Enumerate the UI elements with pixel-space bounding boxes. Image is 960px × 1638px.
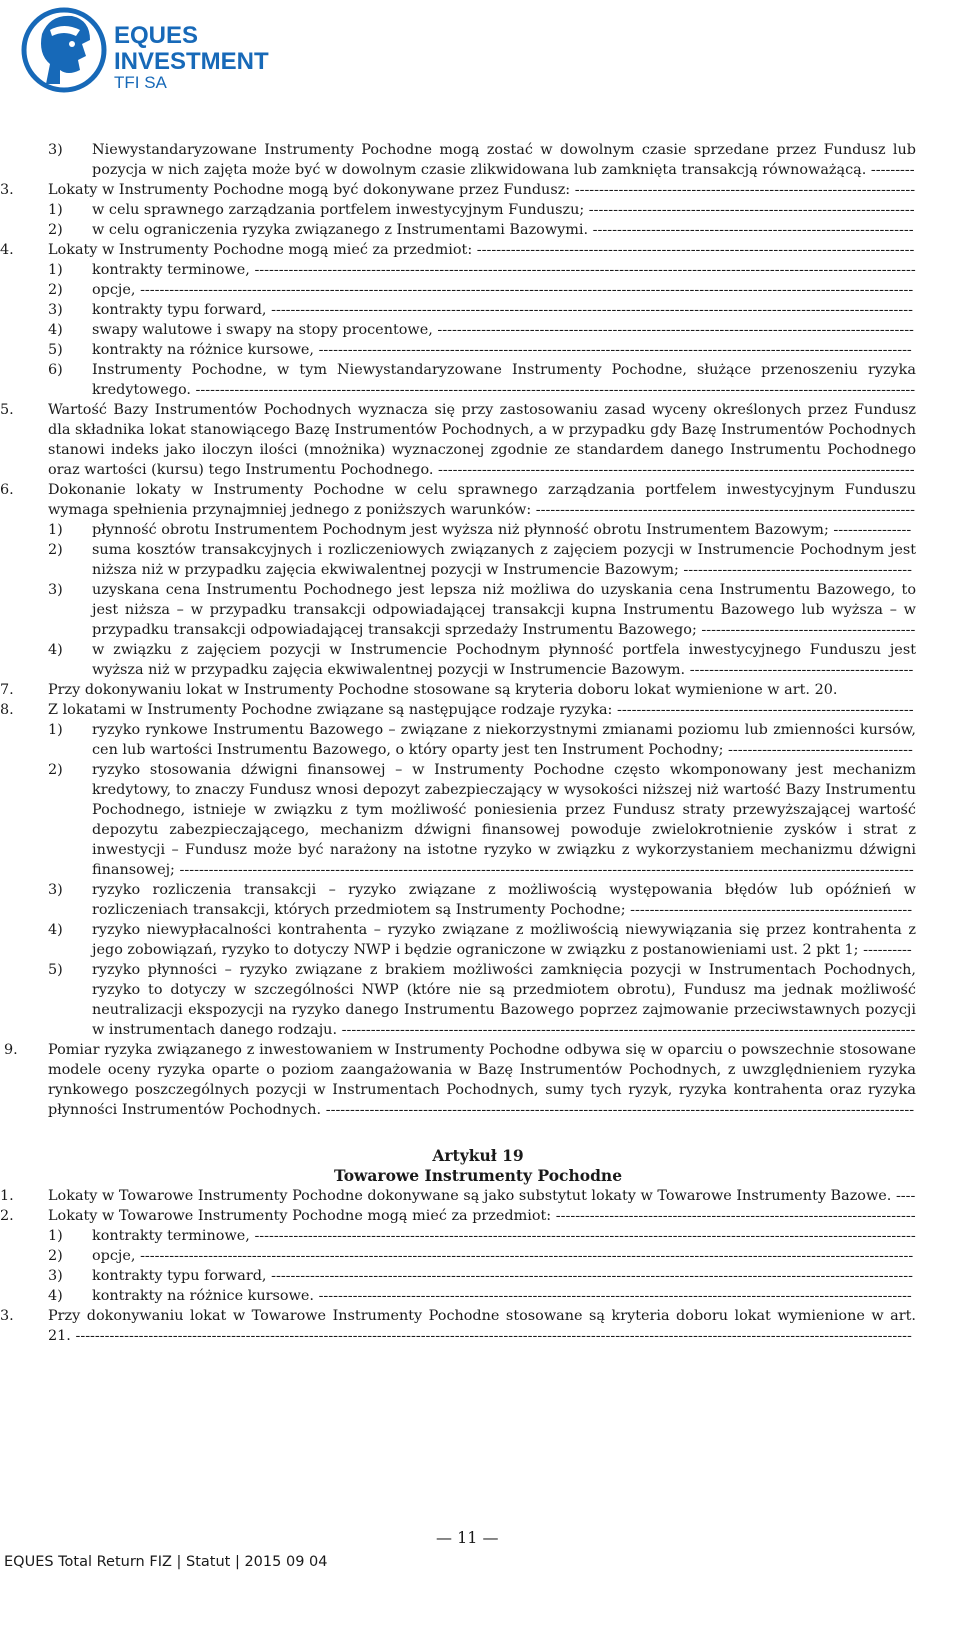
dash-filler: ------------------------------------------------------------- bbox=[612, 702, 914, 718]
dash-filler: ------------------------------------------------------------------------------ bbox=[531, 502, 916, 518]
item-number: 3) bbox=[48, 582, 63, 598]
item-text: ryzyko stosowania dźwigni finansowej – w Instrumenty Pochodne często wkomponowany jest mechanizm kredytowy, to znaczy Fundusz wnosi depozyt zabezpieczający w wysokości niższej niż wartość Bazy Instrumentu Pochodnego, istnieje w związku z tym możliwość poniesienia przez Fundusz straty przewyższającej wartość depozytu zabezpieczającego, mechanizm dźwigni finansowej powoduje zwielokrotnienie zysków i strat z inwestycji – Fundusz może być narażony na istotne ryzyko w związku z wykorzystaniem mechanizmu dźwigni finansowej; bbox=[92, 762, 916, 878]
dash-filler: -------------------------------------------------------------------------------------------------- bbox=[432, 322, 914, 338]
dash-filler: -------------------------------------- bbox=[723, 742, 913, 758]
item-number: 3) bbox=[48, 1268, 63, 1284]
document-body bbox=[0, 140, 916, 1346]
list-item bbox=[40, 960, 916, 1040]
item-number: 3) bbox=[48, 302, 63, 318]
item-text: Niewystandaryzowane Instrumenty Pochodne mogą zostać w dowolnym czasie sprzedane przez Fundusz lub pozycja w nich zajęta może być w dowolnym czasie zlikwidowana lub zamknięta transakcją równoważącą. bbox=[92, 142, 916, 178]
item-number: 2) bbox=[48, 762, 63, 778]
dash-filler: ------------------------------------------------------------------------------------------------------------------------- bbox=[321, 1102, 915, 1118]
dash-filler: ------------------------------------------------------------------- bbox=[584, 202, 915, 218]
list-item bbox=[0, 1306, 916, 1346]
dash-filler: -------------------------------------------------------------------------------------------------------------------------- bbox=[314, 342, 912, 358]
item-text: w celu sprawnego zarządzania portfelem inwestycyjnym Funduszu; bbox=[92, 202, 585, 218]
item-number: 6. bbox=[0, 482, 14, 498]
logo-line-1: EQUES bbox=[114, 22, 199, 49]
item-number: 7. bbox=[0, 682, 14, 698]
dash-filler: ---------------------------------------------------------------------- bbox=[570, 182, 916, 198]
article-paragraph-list bbox=[0, 1186, 916, 1346]
page-number: — 11 — bbox=[436, 1528, 499, 1547]
dash-filler: --------------------------------------------------------------------------------------------------------------------------------------------------------------- bbox=[135, 1248, 914, 1264]
list-item bbox=[40, 1286, 916, 1306]
item-number: 3) bbox=[48, 882, 63, 898]
item-number: 1) bbox=[48, 522, 63, 538]
item-text: Lokaty w Instrumenty Pochodne mogą być dokonywane przez Fundusz: bbox=[48, 182, 571, 198]
list-item bbox=[40, 1266, 916, 1286]
item-text: opcje, bbox=[92, 282, 136, 298]
list-item bbox=[40, 720, 916, 760]
list-item bbox=[40, 220, 916, 240]
item-number: 1) bbox=[48, 262, 63, 278]
item-number: 4) bbox=[48, 922, 63, 938]
item-text: ryzyko płynności – ryzyko związane z brakiem możliwości zamknięcia pozycji w Instrumentach Pochodnych, ryzyko to dotyczy w szczególności NWP (które nie są przedmiotem obrotu), Fundusz ma jednak możliwość neutralizacji ekspozycji na ryzyko danego Instrumentu Bazowego poprzez zajmowanie przeciwstawnych pozycji w instrumentach danego rodzaju. bbox=[92, 962, 916, 1038]
item-text: Pomiar ryzyka związanego z inwestowaniem w Instrumenty Pochodne odbywa się w oparciu o powszechnie stosowane modele oceny ryzyka oparte o poziom zaangażowania w Bazę Instrumentów Pochodnych, z uwzględnieniem ryzyka rynkowego poszczególnych pozycji w Instrumentach Pochodnych, sumy tych ryzyk, ryzyka kontrahenta oraz ryzyka płynności Instrumentów Pochodnych. bbox=[48, 1042, 916, 1118]
item-number: 5. bbox=[0, 402, 14, 418]
item-text: płynność obrotu Instrumentem Pochodnym jest wyższa niż płynność obrotu Instrumentem Bazowym; bbox=[92, 522, 829, 538]
item-text: Dokonanie lokaty w Instrumenty Pochodne w celu sprawnego zarządzania portfelem inwestycyjnym Funduszu wymaga spełnienia przynajmniej jednego z poniższych warunków: bbox=[48, 482, 916, 518]
item-number: 8. bbox=[0, 702, 14, 718]
item-number: 2. bbox=[0, 1208, 14, 1224]
item-text: Z lokatami w Instrumenty Pochodne związane są następujące rodzaje ryzyka: bbox=[48, 702, 613, 718]
item-text: Przy dokonywaniu lokat w Instrumenty Pochodne stosowane są kryteria doboru lokat wymienione w art. 20. bbox=[48, 682, 838, 698]
dash-filler: ---------- bbox=[858, 942, 912, 958]
item-text: kontrakty typu forward, bbox=[92, 1268, 267, 1284]
dash-filler: -------------------------------------------------------------------------- bbox=[551, 1208, 916, 1224]
list-item bbox=[40, 280, 916, 300]
dash-filler: ---------------------------------------------------------- bbox=[625, 902, 913, 918]
item-number: 2) bbox=[48, 542, 63, 558]
dash-filler: ---------------------------------------------------------------------------------------------------------------------------------------- bbox=[249, 1228, 916, 1244]
item-number: 3. bbox=[0, 1308, 14, 1324]
list-item bbox=[0, 1186, 916, 1206]
item-text: ryzyko rynkowe Instrumentu Bazowego – związane z niekorzystnymi zmianami poziomu lub zmienności kursów, cen lub wartości Instrumentu Bazowego, o który oparty jest ten Instrument Pochodny; bbox=[92, 722, 916, 758]
dash-filler: ---------------- bbox=[828, 522, 912, 538]
item-number: 2) bbox=[48, 222, 63, 238]
item-number: 1) bbox=[48, 722, 63, 738]
item-text: kontrakty na różnice kursowe, bbox=[92, 342, 314, 358]
dash-filler: ---------------------------------------------------------------------------------------------------------------------------------------------------- bbox=[190, 382, 916, 398]
item-text: ryzyko niewypłacalności kontrahenta – ryzyko związane z możliwością niewywiązania się przez kontrahenta z jego zobowiązań, ryzyko to dotyczy NWP i będzie ograniczone w związku z postanowieniami ust. 2 pkt 1; bbox=[92, 922, 916, 958]
list-item bbox=[40, 340, 916, 360]
item-number: 9. bbox=[4, 1042, 18, 1058]
item-number: 3. bbox=[0, 182, 14, 198]
paragraph-list bbox=[0, 140, 916, 1120]
helmeted-head-logo-icon bbox=[20, 4, 108, 96]
list-item bbox=[0, 680, 916, 700]
dash-filler: ------------------------------------------------------------------------------------------------------------------------------------------------------- bbox=[174, 862, 914, 878]
item-number: 4) bbox=[48, 642, 63, 658]
list-item bbox=[0, 700, 916, 720]
list-item bbox=[40, 920, 916, 960]
list-item bbox=[40, 520, 916, 540]
item-text: kontrakty terminowe, bbox=[92, 262, 250, 278]
item-text: Lokaty w Towarowe Instrumenty Pochodne mogą mieć za przedmiot: bbox=[48, 1208, 552, 1224]
list-item bbox=[40, 1226, 916, 1246]
item-number: 5) bbox=[48, 962, 63, 978]
list-item bbox=[0, 400, 916, 480]
item-text: w celu ograniczenia ryzyka związanego z Instrumentami Bazowymi. bbox=[92, 222, 589, 238]
list-item bbox=[0, 180, 916, 200]
dash-filler: --------- bbox=[866, 162, 915, 178]
logo-line-3: TFI SA bbox=[114, 73, 167, 92]
page-footer bbox=[0, 1528, 960, 1638]
item-number: 3) bbox=[48, 142, 63, 158]
dash-filler: ---- bbox=[891, 1188, 916, 1204]
item-number: 4) bbox=[48, 322, 63, 338]
item-number: 2) bbox=[48, 1248, 63, 1264]
item-text: Lokaty w Towarowe Instrumenty Pochodne dokonywane są jako substytut lokaty w Towarowe Instrumenty Bazowe. bbox=[48, 1188, 892, 1204]
item-number: 1) bbox=[48, 202, 63, 218]
item-text: kontrakty na różnice kursowe. bbox=[92, 1288, 314, 1304]
list-item bbox=[40, 320, 916, 340]
item-text: Wartość Bazy Instrumentów Pochodnych wyznacza się przy zastosowaniu zasad wyceny określonych przez Fundusz dla składnika lokat stanowiącego Bazę Instrumentów Pochodnych, a w przypadku gdy Bazę Instrumentów Pochodnych stanowi indeks jako iloczyn ilości (mnożnika) wyznaczonej zgodnie ze standardem danego Instrumentu Pochodnego oraz wartości (kursu) tego Instrumentu Pochodnego. bbox=[48, 402, 916, 478]
item-number: 5) bbox=[48, 342, 63, 358]
footer-text: EQUES Total Return FIZ | Statut | 2015 09 04 bbox=[4, 1554, 328, 1570]
item-text: w związku z zajęciem pozycji w Instrumencie Pochodnym płynność portfela inwestycyjnego Funduszu jest wyższa niż w przypadku zajęcia ekwiwalentnej pozycji w Instrumencie Bazowym. bbox=[92, 642, 916, 678]
item-text: swapy walutowe i swapy na stopy procentowe, bbox=[92, 322, 433, 338]
article-title: Towarowe Instrumenty Pochodne bbox=[333, 1166, 623, 1185]
list-item bbox=[40, 200, 916, 220]
dash-filler: ----------------------------------------------- bbox=[678, 562, 912, 578]
item-text: suma kosztów transakcyjnych i rozliczeniowych związanych z zajęciem pozycji w Instrumencie Pochodnym jest niższa niż w przypadku zajęcia ekwiwalentnej pozycji w Instrumencie Bazowym; bbox=[92, 542, 916, 578]
list-item bbox=[40, 580, 916, 640]
list-item bbox=[40, 360, 916, 400]
company-logo bbox=[20, 4, 270, 100]
list-item bbox=[40, 300, 916, 320]
dash-filler: ---------------------------------------------- bbox=[685, 662, 914, 678]
item-text: uzyskana cena Instrumentu Pochodnego jest lepsza niż możliwa do uzyskania cena Instrumentu Bazowego, to jest niższa – w przypadku transakcji odpowiadającej transakcji kupna Instrumentu Bazowego lub wyższa – w przypadku transakcji odpowiadającej transakcji sprzedaży Instrumentu Bazowego; bbox=[92, 582, 916, 638]
item-number: 4. bbox=[0, 242, 14, 258]
dash-filler: ---------------------------------------------------------------------------------------------------------------------- bbox=[337, 1022, 916, 1038]
list-item bbox=[40, 140, 916, 180]
list-item bbox=[0, 480, 916, 520]
dash-filler: ------------------------------------------------------------------------------------------------------------------------------------ bbox=[266, 1268, 913, 1284]
list-item bbox=[40, 880, 916, 920]
list-item bbox=[0, 1206, 916, 1226]
item-number: 1. bbox=[0, 1188, 14, 1204]
list-item bbox=[40, 640, 916, 680]
dash-filler: ------------------------------------------------------------------ bbox=[588, 222, 914, 238]
article-number: Artykuł 19 bbox=[432, 1146, 524, 1165]
dash-filler: -------------------------------------------------------------------------------------------------------------------------- bbox=[314, 1288, 912, 1304]
list-item bbox=[40, 260, 916, 280]
item-number: 1) bbox=[48, 1228, 63, 1244]
dash-filler: --------------------------------------------------------------------------------------------------------------------------------------------------------------- bbox=[135, 282, 914, 298]
dash-filler: ------------------------------------------------------------------------------------------------------------------------------------ bbox=[266, 302, 913, 318]
dash-filler: -------------------------------------------- bbox=[696, 622, 916, 638]
item-text: kontrakty terminowe, bbox=[92, 1228, 250, 1244]
list-item bbox=[4, 1040, 916, 1120]
item-number: 4) bbox=[48, 1288, 63, 1304]
logo-line-2: INVESTMENT bbox=[114, 48, 269, 75]
dash-filler: ---------------------------------------------------------------------------------------------------------------------------------------------------------------------------- bbox=[70, 1328, 912, 1344]
item-text: opcje, bbox=[92, 1248, 136, 1264]
dash-filler: -------------------------------------------------------------------------------------------------- bbox=[433, 462, 915, 478]
item-text: Instrumenty Pochodne, w tym Niewystandaryzowane Instrumenty Pochodne, służące przenoszeniu ryzyka kredytowego. bbox=[92, 362, 916, 398]
item-text: ryzyko rozliczenia transakcji – ryzyko związane z możliwością występowania błędów lub opóźnień w rozliczeniach transakcji, których przedmiotem są Instrumenty Pochodne; bbox=[92, 882, 916, 918]
item-text: Lokaty w Instrumenty Pochodne mogą mieć za przedmiot: bbox=[48, 242, 473, 258]
item-number: 6) bbox=[48, 362, 63, 378]
item-number: 2) bbox=[48, 282, 63, 298]
list-item bbox=[0, 240, 916, 260]
list-item bbox=[40, 1246, 916, 1266]
dash-filler: ---------------------------------------------------------------------------------------------------------------------------------------- bbox=[249, 262, 916, 278]
list-item bbox=[40, 760, 916, 880]
dash-filler: ------------------------------------------------------------------------------------------ bbox=[472, 242, 915, 258]
item-text: Przy dokonywaniu lokat w Towarowe Instrumenty Pochodne stosowane są kryteria doboru lokat wymienione w art. 21. bbox=[48, 1308, 916, 1344]
list-item bbox=[40, 540, 916, 580]
item-text: kontrakty typu forward, bbox=[92, 302, 267, 318]
